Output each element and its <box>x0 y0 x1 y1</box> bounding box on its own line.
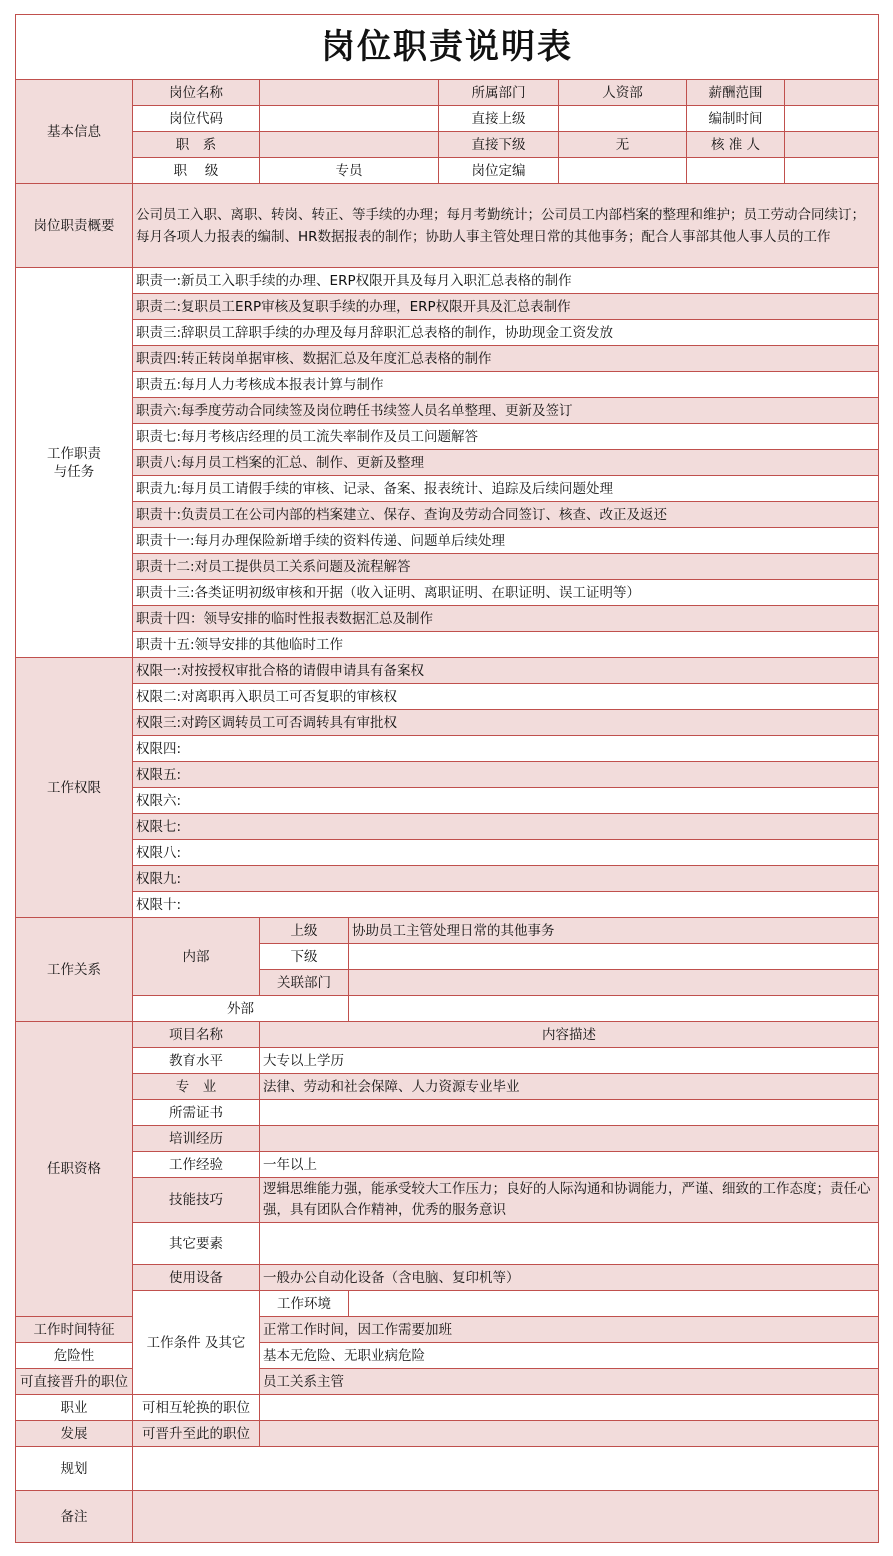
section-basic-info: 基本信息 <box>16 80 133 184</box>
label-work-time: 工作时间特征 <box>16 1317 133 1343</box>
field-blank-2 <box>785 158 879 184</box>
field-equipment[interactable]: 一般办公自动化设备（含电脑、复印机等） <box>260 1265 879 1291</box>
section-authority: 工作权限 <box>16 658 133 918</box>
label-career-2: 发展 <box>16 1421 133 1447</box>
field-position-name[interactable] <box>260 80 439 106</box>
label-upper: 上级 <box>260 918 349 944</box>
field-external[interactable] <box>349 996 879 1022</box>
field-training[interactable] <box>260 1126 879 1152</box>
field-direct-superior[interactable] <box>559 106 687 132</box>
field-department[interactable]: 人资部 <box>559 80 687 106</box>
field-job-level[interactable]: 专员 <box>260 158 439 184</box>
label-experience: 工作经验 <box>133 1152 260 1178</box>
duty-item[interactable]: 职责十:负责员工在公司内部的档案建立、保存、查询及劳动合同签订、核查、改正及返还 <box>133 502 879 528</box>
label-duty-summary: 岗位职责概要 <box>16 184 133 268</box>
field-upper[interactable]: 协助员工主管处理日常的其他事务 <box>349 918 879 944</box>
field-education[interactable]: 大专以上学历 <box>260 1048 879 1074</box>
field-career-plan[interactable] <box>133 1447 879 1491</box>
header-content-desc: 内容描述 <box>260 1022 879 1048</box>
field-certificate[interactable] <box>260 1100 879 1126</box>
duty-item[interactable]: 职责二:复职员工ERP审核及复职手续的办理，ERP权限开具及汇总表制作 <box>133 294 879 320</box>
duty-item[interactable]: 职责八:每月员工档案的汇总、制作、更新及整理 <box>133 450 879 476</box>
label-education: 教育水平 <box>133 1048 260 1074</box>
field-skills[interactable]: 逻辑思维能力强，能承受较大工作压力；良好的人际沟通和协调能力，严谨、细致的工作态度；责任心强，具有团队合作精神，优秀的服务意识 <box>260 1178 879 1223</box>
label-position-code: 岗位代码 <box>133 106 260 132</box>
authority-item[interactable]: 权限八: <box>133 840 879 866</box>
duty-item[interactable]: 职责九:每月员工请假手续的审核、记录、备案、报表统计、追踪及后续问题处理 <box>133 476 879 502</box>
field-direct-promotion[interactable]: 员工关系主管 <box>260 1369 879 1395</box>
authority-item[interactable]: 权限三:对跨区调转员工可否调转具有审批权 <box>133 710 879 736</box>
field-salary-range[interactable] <box>785 80 879 106</box>
field-staffing[interactable] <box>559 158 687 184</box>
label-remarks: 备注 <box>16 1491 133 1543</box>
duty-item[interactable]: 职责十三:各类证明初级审核和开据（收入证明、离职证明、在职证明、误工证明等） <box>133 580 879 606</box>
label-career-1: 职业 <box>16 1395 133 1421</box>
job-description-sheet <box>15 14 878 1543</box>
label-staffing: 岗位定编 <box>439 158 559 184</box>
label-skills: 技能技巧 <box>133 1178 260 1223</box>
duty-item[interactable]: 职责六:每季度劳动合同续签及岗位聘任书续签人员名单整理、更新及签订 <box>133 398 879 424</box>
authority-item[interactable]: 权限六: <box>133 788 879 814</box>
duty-item[interactable]: 职责十一:每月办理保险新增手续的资料传递、问题单后续处理 <box>133 528 879 554</box>
field-direct-subordinate[interactable]: 无 <box>559 132 687 158</box>
duty-item[interactable]: 职责七:每月考核店经理的员工流失率制作及员工问题解答 <box>133 424 879 450</box>
field-promote-to[interactable] <box>260 1421 879 1447</box>
field-approver[interactable] <box>785 132 879 158</box>
label-work-env: 工作环境 <box>260 1291 349 1317</box>
label-risk: 危险性 <box>16 1343 133 1369</box>
label-compile-time: 编制时间 <box>687 106 785 132</box>
field-risk[interactable]: 基本无危险、无职业病危险 <box>260 1343 879 1369</box>
label-department: 所属部门 <box>439 80 559 106</box>
authority-item[interactable]: 权限十: <box>133 892 879 918</box>
authority-item[interactable]: 权限四: <box>133 736 879 762</box>
duty-item[interactable]: 职责十二:对员工提供员工关系问题及流程解答 <box>133 554 879 580</box>
label-external: 外部 <box>133 996 349 1022</box>
section-relations: 工作关系 <box>16 918 133 1022</box>
duty-item[interactable]: 职责五:每月人力考核成本报表计算与制作 <box>133 372 879 398</box>
field-lower[interactable] <box>349 944 879 970</box>
label-lower: 下级 <box>260 944 349 970</box>
section-conditions: 工作条件 及其它 <box>133 1291 260 1395</box>
job-description-table <box>15 14 879 1543</box>
label-training: 培训经历 <box>133 1126 260 1152</box>
duty-item[interactable]: 职责十五:领导安排的其他临时工作 <box>133 632 879 658</box>
label-approver: 核 准 人 <box>687 132 785 158</box>
label-related-dept: 关联部门 <box>260 970 349 996</box>
label-job-series: 职 系 <box>133 132 260 158</box>
authority-item[interactable]: 权限一:对按授权审批合格的请假申请具有备案权 <box>133 658 879 684</box>
label-promote-to: 可晋升至此的职位 <box>133 1421 260 1447</box>
duty-item[interactable]: 职责一:新员工入职手续的办理、ERP权限开具及每月入职汇总表格的制作 <box>133 268 879 294</box>
header-item-name: 项目名称 <box>133 1022 260 1048</box>
page-title: 岗位职责说明表 <box>16 15 879 80</box>
field-experience[interactable]: 一年以上 <box>260 1152 879 1178</box>
field-major[interactable]: 法律、劳动和社会保障、人力资源专业毕业 <box>260 1074 879 1100</box>
label-major: 专 业 <box>133 1074 260 1100</box>
label-direct-subordinate: 直接下级 <box>439 132 559 158</box>
section-duties-line2: 与任务 <box>53 463 95 480</box>
field-job-series[interactable] <box>260 132 439 158</box>
field-other-factors[interactable] <box>260 1223 879 1265</box>
field-compile-time[interactable] <box>785 106 879 132</box>
field-rotate[interactable] <box>260 1395 879 1421</box>
section-duties-line1: 工作职责 <box>47 445 101 462</box>
field-duty-summary[interactable]: 公司员工入职、离职、转岗、转正、等手续的办理；每月考勤统计；公司员工内部档案的整理和维护；员工劳动合同续订；每月各项人力报表的编制、HR数据报表的制作；协助人事主管处理日常的其他事务；配合人事部其他人事人员的工作 <box>133 184 879 268</box>
label-internal: 内部 <box>133 918 260 996</box>
field-related-dept[interactable] <box>349 970 879 996</box>
section-qualification: 任职资格 <box>16 1022 133 1317</box>
field-position-code[interactable] <box>260 106 439 132</box>
duty-item[interactable]: 职责十四：领导安排的临时性报表数据汇总及制作 <box>133 606 879 632</box>
authority-item[interactable]: 权限九: <box>133 866 879 892</box>
duty-item[interactable]: 职责三:辞职员工辞职手续的办理及每月辞职汇总表格的制作，协助现金工资发放 <box>133 320 879 346</box>
label-other-factors: 其它要素 <box>133 1223 260 1265</box>
label-direct-promotion: 可直接晋升的职位 <box>16 1369 133 1395</box>
authority-item[interactable]: 权限二:对离职再入职员工可否复职的审核权 <box>133 684 879 710</box>
section-duties <box>16 268 133 658</box>
label-certificate: 所需证书 <box>133 1100 260 1126</box>
field-work-time[interactable]: 正常工作时间，因工作需要加班 <box>260 1317 879 1343</box>
label-career-3: 规划 <box>16 1447 133 1491</box>
label-position-name: 岗位名称 <box>133 80 260 106</box>
field-work-env[interactable] <box>349 1291 879 1317</box>
label-salary-range: 薪酬范围 <box>687 80 785 106</box>
field-blank-1 <box>687 158 785 184</box>
field-remarks[interactable] <box>133 1491 879 1543</box>
authority-item[interactable]: 权限七: <box>133 814 879 840</box>
authority-item[interactable]: 权限五: <box>133 762 879 788</box>
label-direct-superior: 直接上级 <box>439 106 559 132</box>
label-equipment: 使用设备 <box>133 1265 260 1291</box>
label-rotate: 可相互轮换的职位 <box>133 1395 260 1421</box>
duty-item[interactable]: 职责四:转正转岗单据审核、数据汇总及年度汇总表格的制作 <box>133 346 879 372</box>
label-job-level: 职 级 <box>133 158 260 184</box>
